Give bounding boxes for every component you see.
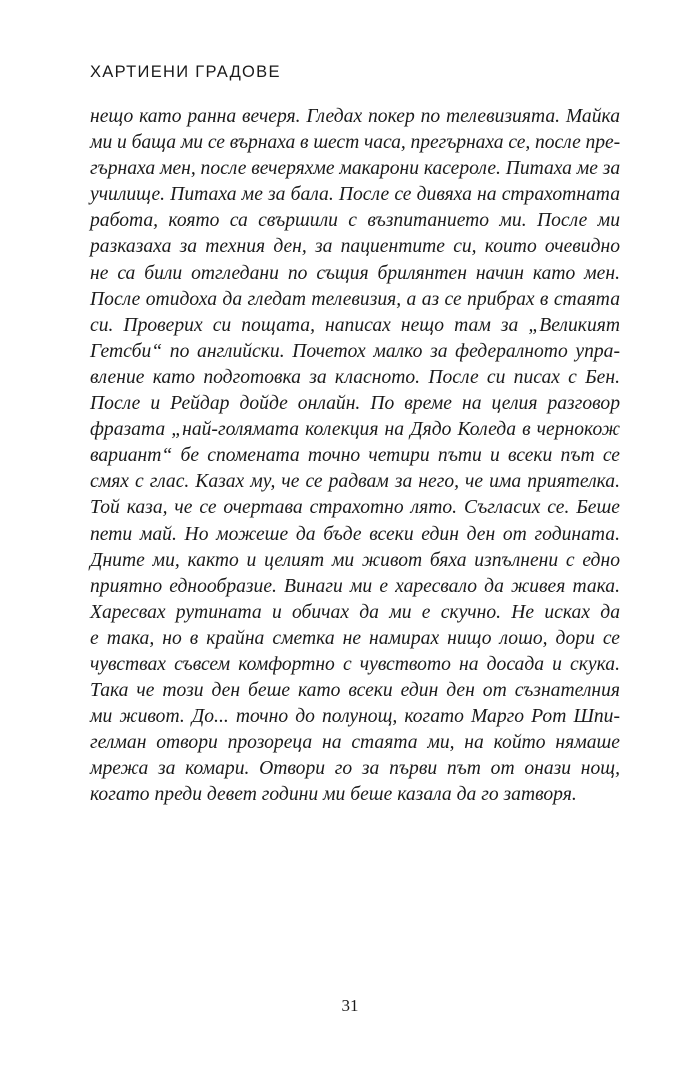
text-line: гърнаха мен, после вечеряхме макарони касероле. Питаха ме за <box>90 158 621 180</box>
text-line: После отидоха да гледат телевизия, а аз се прибрах в стаята <box>90 288 620 310</box>
text-line: Харесвах рутината и обичах да ми е скучно. Не исках да <box>90 601 620 623</box>
text-line: смях с глас. Казах му, че се радвам за него, че има приятелка. <box>90 471 620 493</box>
text-line: мрежа за комари. Отвори го за първи път от онази нощ, <box>90 758 620 780</box>
text-line: гелман отвори прозореца на стаята ми, на който нямаше <box>90 732 620 754</box>
text-line: нещо като ранна вечеря. Гледах покер по телевизията. Майка <box>90 106 620 127</box>
text-line: ми живот. До... точно до полунощ, когато Марго Рот Шпи- <box>90 706 620 728</box>
text-line: училище. Питаха ме за бала. После се дивяха на страхотната <box>90 184 620 206</box>
text-line: фразата „най-голямата колекция на Дядо Коледа в чернокож <box>90 419 620 441</box>
text-line: чувствах съвсем комфортно с чувството на досада и скука. <box>90 653 620 675</box>
text-line: Той каза, че се очертава страхотно лято. Съгласих се. Беше <box>90 497 620 519</box>
text-line: После и Рейдар дойде онлайн. По време на целия разговор <box>90 393 620 415</box>
text-line: работа, която са свършили с възпитанието ми. После ми <box>90 210 620 232</box>
text-line: когато преди девет години ми беше казала да го затворя. <box>90 784 577 806</box>
text-line: приятно еднообразие. Винаги ми е харесвало да живея така. <box>90 575 620 597</box>
text-line: Гетсби“ по английски. Почетох малко за федералното упра- <box>90 340 620 362</box>
text-line: си. Проверих си пощата, написах нещо там за „Великият <box>90 314 620 336</box>
running-head-title: ХАРТИЕНИ ГРАДОВЕ <box>90 63 281 81</box>
page-number: 31 <box>341 996 359 1015</box>
body-paragraph <box>90 104 620 809</box>
text-line: Дните ми, както и целият ми живот бяха изпълнени с едно <box>90 549 620 571</box>
text-line: е така, но в крайна сметка не намирах нищо лошо, дори се <box>90 627 620 649</box>
text-line: не са били отгледани по същия брилянтен начин като мен. <box>90 262 620 284</box>
text-line: вление като подготовка за класното. После си писах с Бен. <box>90 366 620 388</box>
text-line: вариант“ бе спомената точно четири пъти и всеки път се <box>90 445 620 467</box>
text-line: ми и баща ми се върнаха в шест часа, прегърнаха се, после пре- <box>90 132 621 154</box>
text-line: Така че този ден беше като всеки един ден от съзнателния <box>90 680 620 702</box>
text-line: разказаха за техния ден, за пациентите си, които очевидно <box>90 236 620 258</box>
text-line: пети май. Но можеше да бъде всеки един ден от годината. <box>90 523 620 545</box>
